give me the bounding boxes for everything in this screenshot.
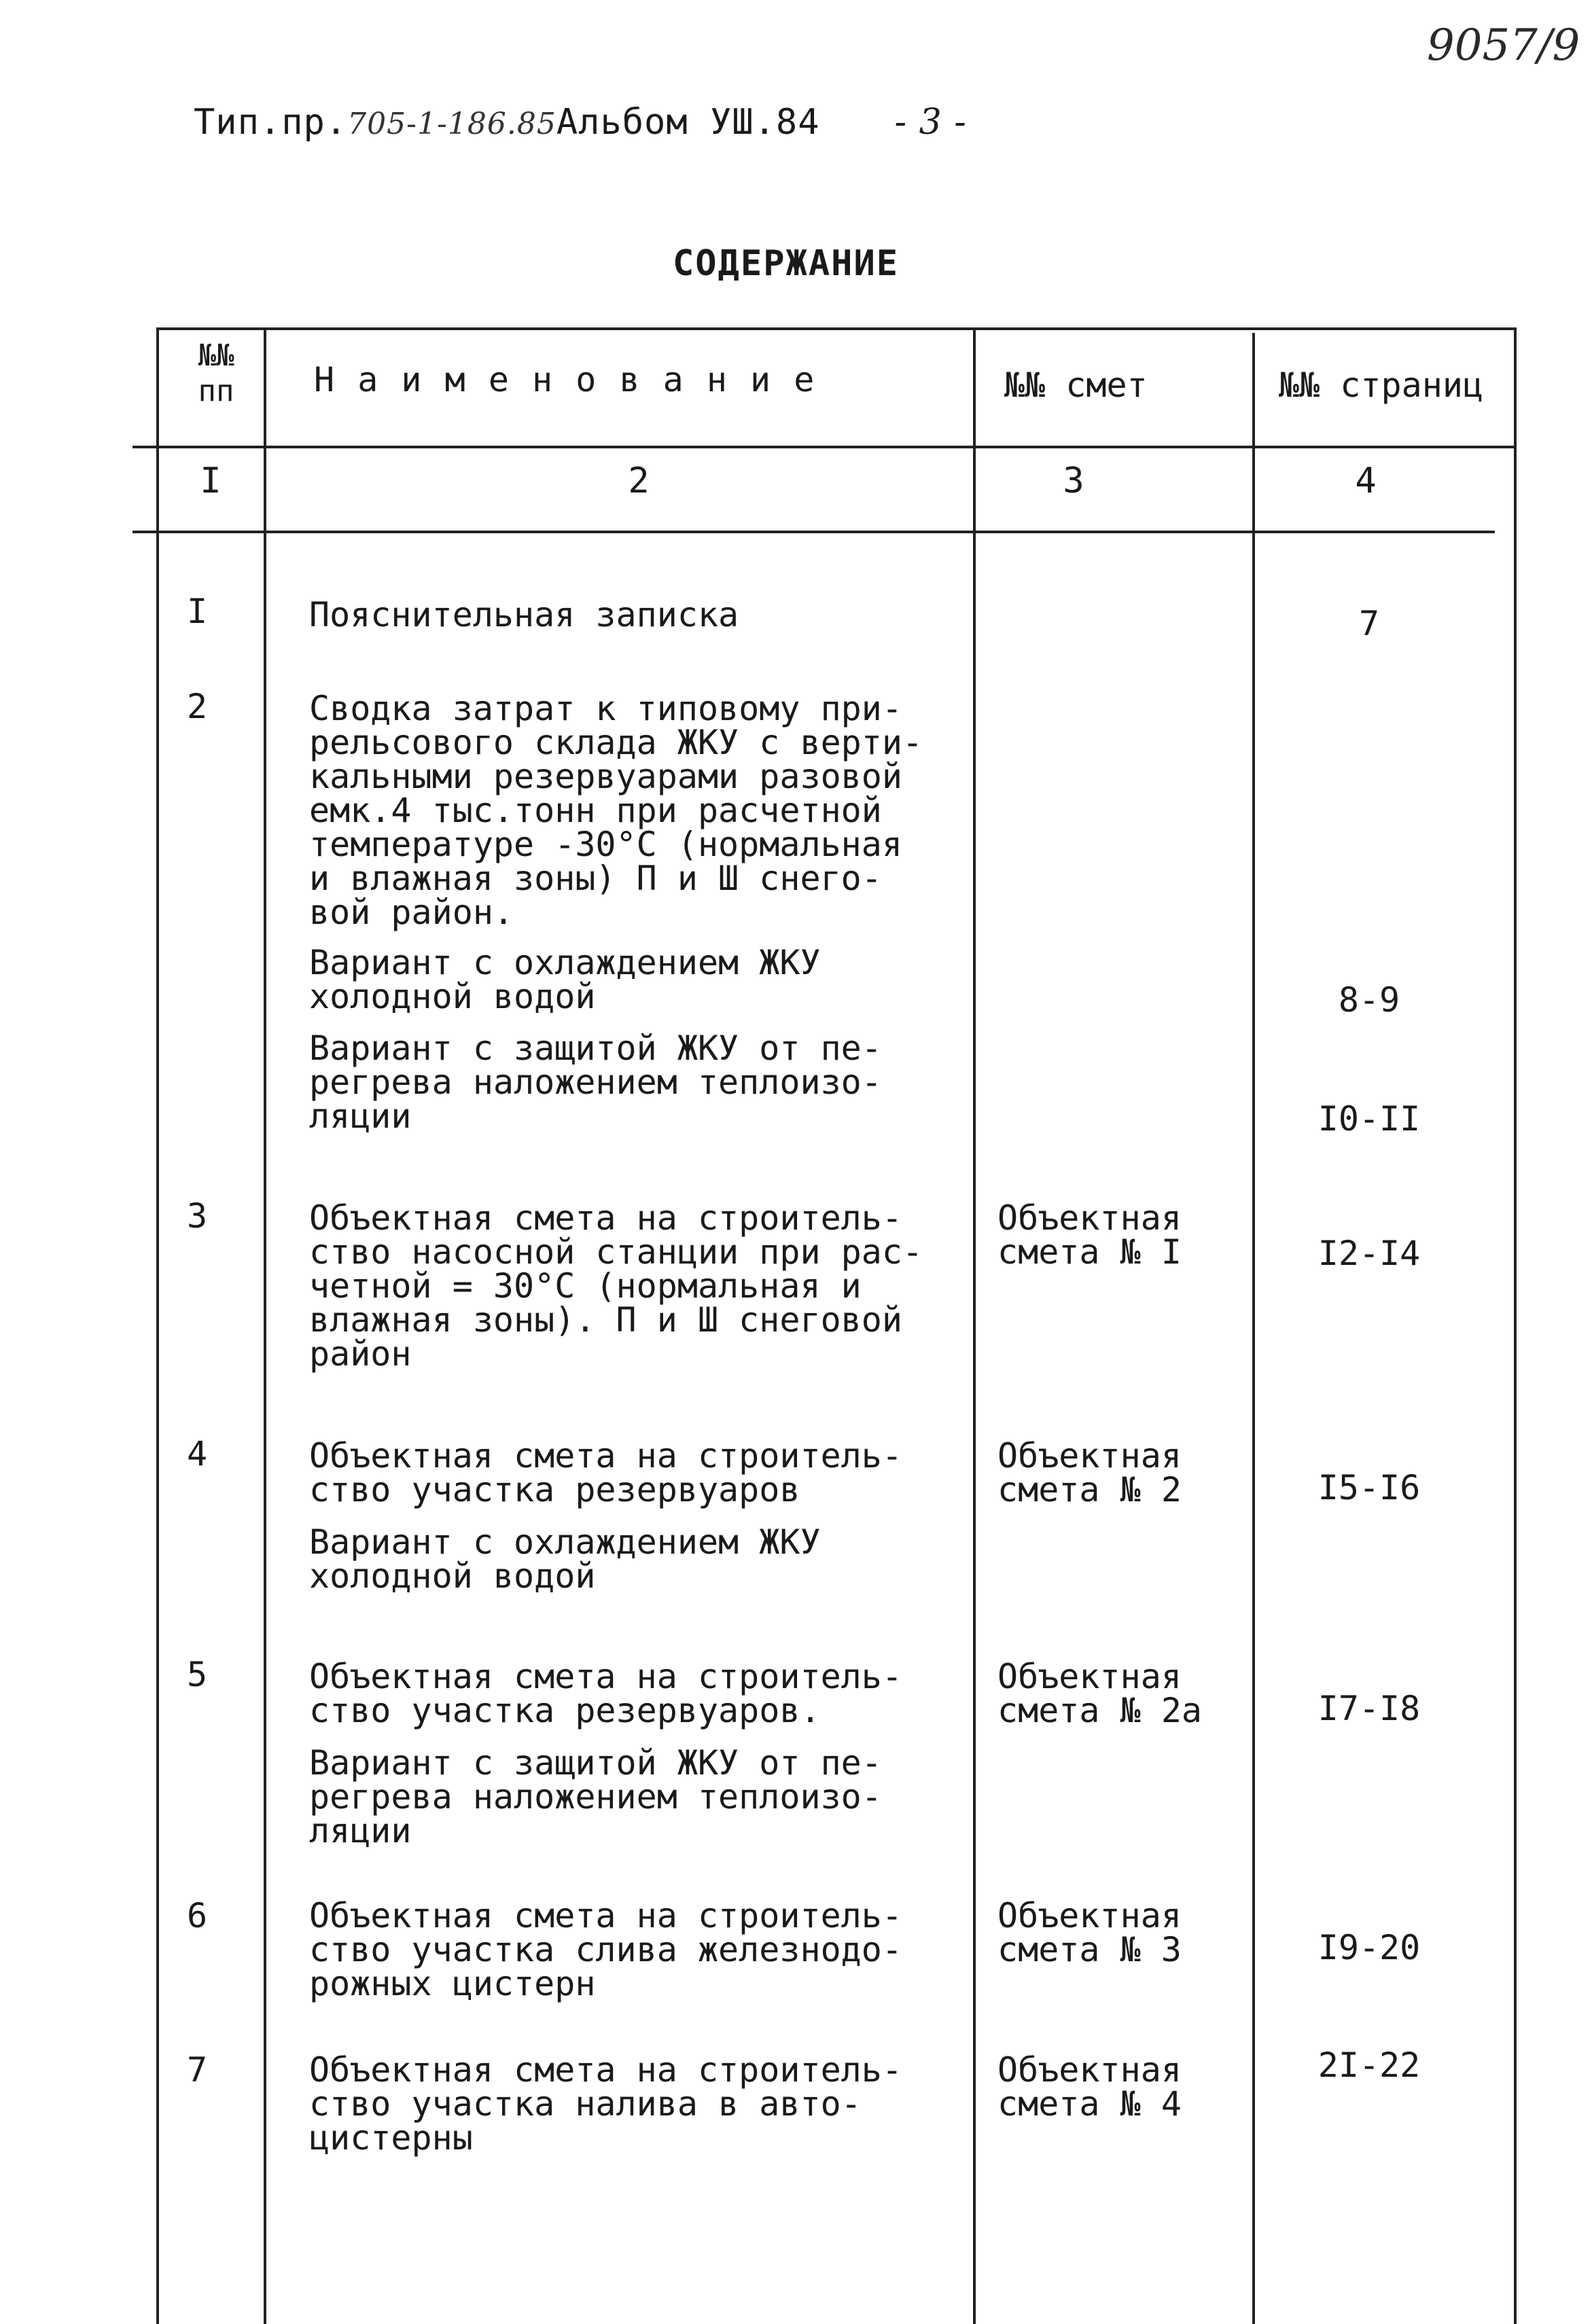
column-number-1: I bbox=[200, 461, 222, 501]
row-pages: I5-I6 bbox=[1317, 1468, 1421, 1507]
row-number: 4 bbox=[186, 1434, 208, 1473]
row-name: Пояснительная записка bbox=[309, 595, 739, 634]
row-pages: 7 bbox=[1358, 604, 1380, 643]
row-name: Объектная смета на строитель- ство насосной станции при рас- четной = 30°С (нормальная и влажная зоны). П и Ш снеговой район bbox=[309, 1198, 923, 1374]
row-name: Объектная смета на строитель- ство участка резервуаров. bbox=[309, 1657, 902, 1730]
row-subitem-name: Вариант с защитой ЖКУ от пе- регрева наложением теплоизо- ляции bbox=[309, 1743, 882, 1851]
row-number: 6 bbox=[186, 1896, 208, 1935]
row-smeta: Объектная смета № 2а bbox=[997, 1657, 1203, 1730]
row-subitem-name: Вариант с охлаждением ЖКУ холодной водой bbox=[309, 943, 821, 1016]
row-smeta: Объектная смета № 2 bbox=[997, 1436, 1182, 1509]
row-subitem-name: Вариант с защитой ЖКУ от пе- регрева наложением теплоизо- ляции bbox=[309, 1029, 882, 1136]
row-smeta: Объектная смета № I bbox=[997, 1198, 1182, 1272]
archive-number: 9057/9 bbox=[1427, 20, 1580, 71]
project-code: 705-1-186.85 bbox=[347, 107, 556, 141]
row-name: Объектная смета на строитель- ство участка налива в авто- цистерны bbox=[309, 2050, 902, 2158]
row-subitem-name: Вариант с охлаждением ЖКУ холодной водой bbox=[309, 1522, 821, 1596]
album-label: Альбом УШ.84 bbox=[556, 102, 820, 143]
header-pages: №№ страниц bbox=[1279, 365, 1484, 405]
page-number: - 3 - bbox=[894, 102, 967, 143]
row-name: Сводка затрат к типовому при- рельсового склада ЖКУ с верти- кальными резервуарами разовой емк.4 тыс.тонн при расчетной температуре -30°С (нормальная и влажная зоны) П и Ш снего- вой район. bbox=[309, 689, 923, 932]
row-subitem-pages: I0-II bbox=[1317, 1099, 1421, 1139]
row-number: 5 bbox=[186, 1655, 208, 1694]
column-number-3: 3 bbox=[1063, 461, 1084, 501]
row-number: 2 bbox=[186, 687, 208, 726]
row-pages: I9-20 bbox=[1317, 1928, 1421, 1967]
row-subitem-pages: 8-9 bbox=[1338, 980, 1400, 1020]
header-prefix: Тип.пр. bbox=[194, 102, 348, 143]
header-smeta: №№ смет bbox=[1004, 365, 1148, 405]
page-title: СОДЕРЖАНИЕ bbox=[673, 243, 900, 284]
row-smeta: Объектная смета № 4 bbox=[997, 2050, 1182, 2124]
header-num: №№ пп bbox=[198, 338, 234, 408]
row-name: Объектная смета на строитель- ство участка слива железнодо- рожных цистерн bbox=[309, 1896, 902, 2003]
column-number-4: 4 bbox=[1355, 461, 1377, 501]
row-number: 3 bbox=[186, 1196, 208, 1236]
document-header bbox=[194, 102, 967, 143]
row-name: Объектная смета на строитель- ство участка резервуаров bbox=[309, 1436, 902, 1509]
row-number: I bbox=[186, 592, 208, 631]
row-pages: I7-I8 bbox=[1317, 1689, 1421, 1728]
row-pages: 2I-22 bbox=[1317, 2045, 1421, 2085]
header-name: Н а и м е н о в а н и е bbox=[314, 360, 816, 399]
column-number-2: 2 bbox=[628, 461, 650, 501]
row-number: 7 bbox=[186, 2050, 208, 2090]
row-pages: I2-I4 bbox=[1317, 1234, 1421, 1273]
row-smeta: Объектная смета № 3 bbox=[997, 1896, 1182, 1969]
